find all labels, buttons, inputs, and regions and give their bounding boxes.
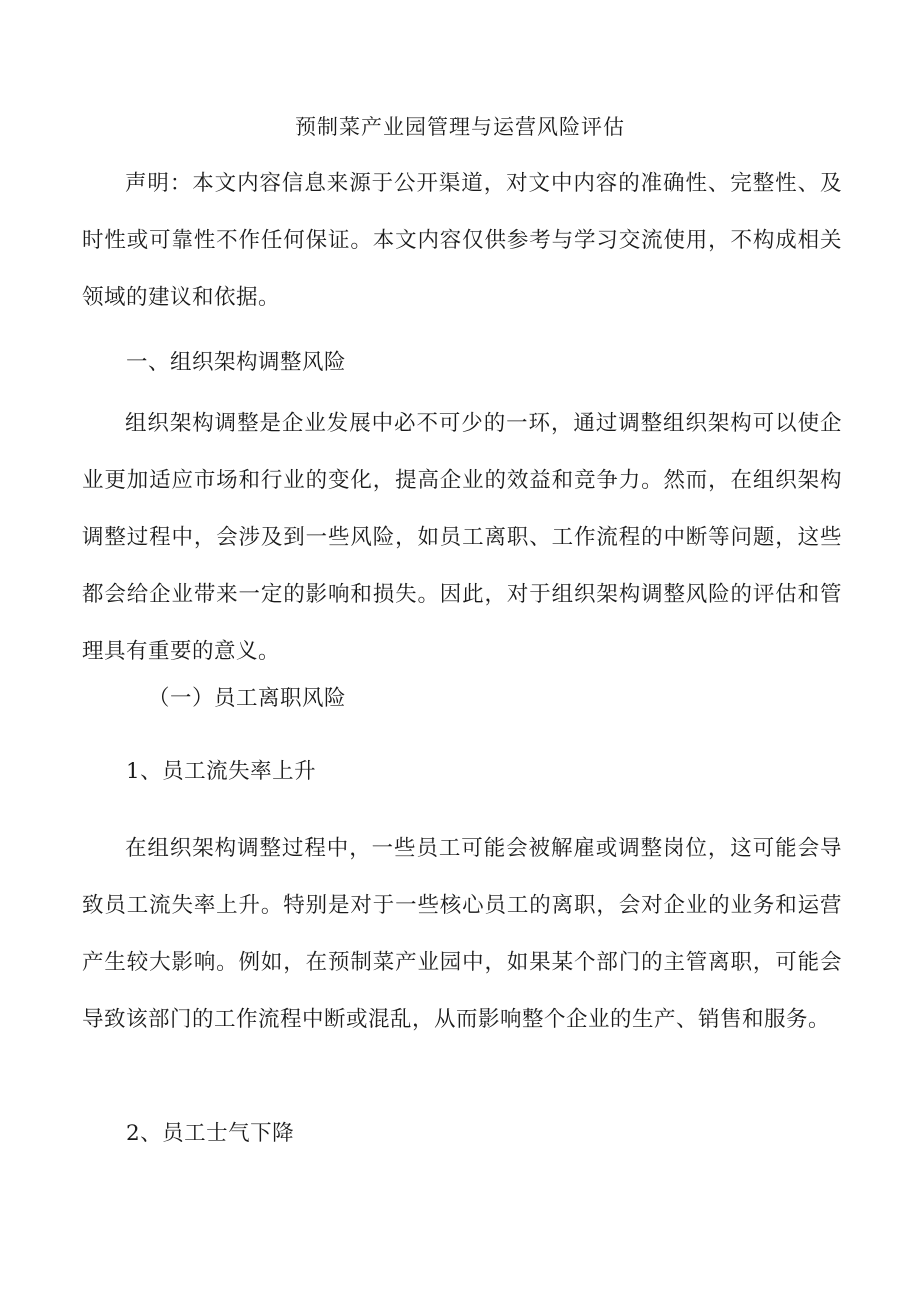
- disclaimer-paragraph: 声明：本文内容信息来源于公开渠道，对文中内容的准确性、完整性、及时性或可靠性不作任何保证。本文内容仅供参考与学习交流使用，不构成相关领域的建议和依据。: [82, 171, 842, 310]
- document-title: 预制菜产业园管理与运营风险评估: [295, 115, 625, 139]
- subsection-heading-employee-turnover: （一）员工离职风险: [148, 686, 347, 711]
- section-paragraph-org-restructure: 组织架构调整是企业发展中必不可少的一环，通过调整组织架构可以使企业更加适应市场和行业的变化，提高企业的效益和竞争力。然而，在组织架构调整过程中，会涉及到一些风险，如员工离职、工作流程的中断等问题，这些都会给企业带来一定的影响和损失。因此，对于组织架构调整风险的评估和管理具有重要的意义。: [82, 411, 842, 664]
- item-heading-morale-decline: 2、员工士气下降: [126, 1121, 295, 1146]
- item-paragraph-turnover-rate: 在组织架构调整过程中，一些员工可能会被解雇或调整岗位，这可能会导致员工流失率上升。特别是对于一些核心员工的离职，会对企业的业务和运营产生较大影响。例如，在预制菜产业园中，如果某个部门的主管离职，可能会导致该部门的工作流程中断或混乱，从而影响整个企业的生产、销售和服务。: [82, 836, 842, 1032]
- item-heading-turnover-rate: 1、员工流失率上升: [126, 759, 317, 784]
- section-heading-org-restructure: 一、组织架构调整风险: [126, 350, 347, 375]
